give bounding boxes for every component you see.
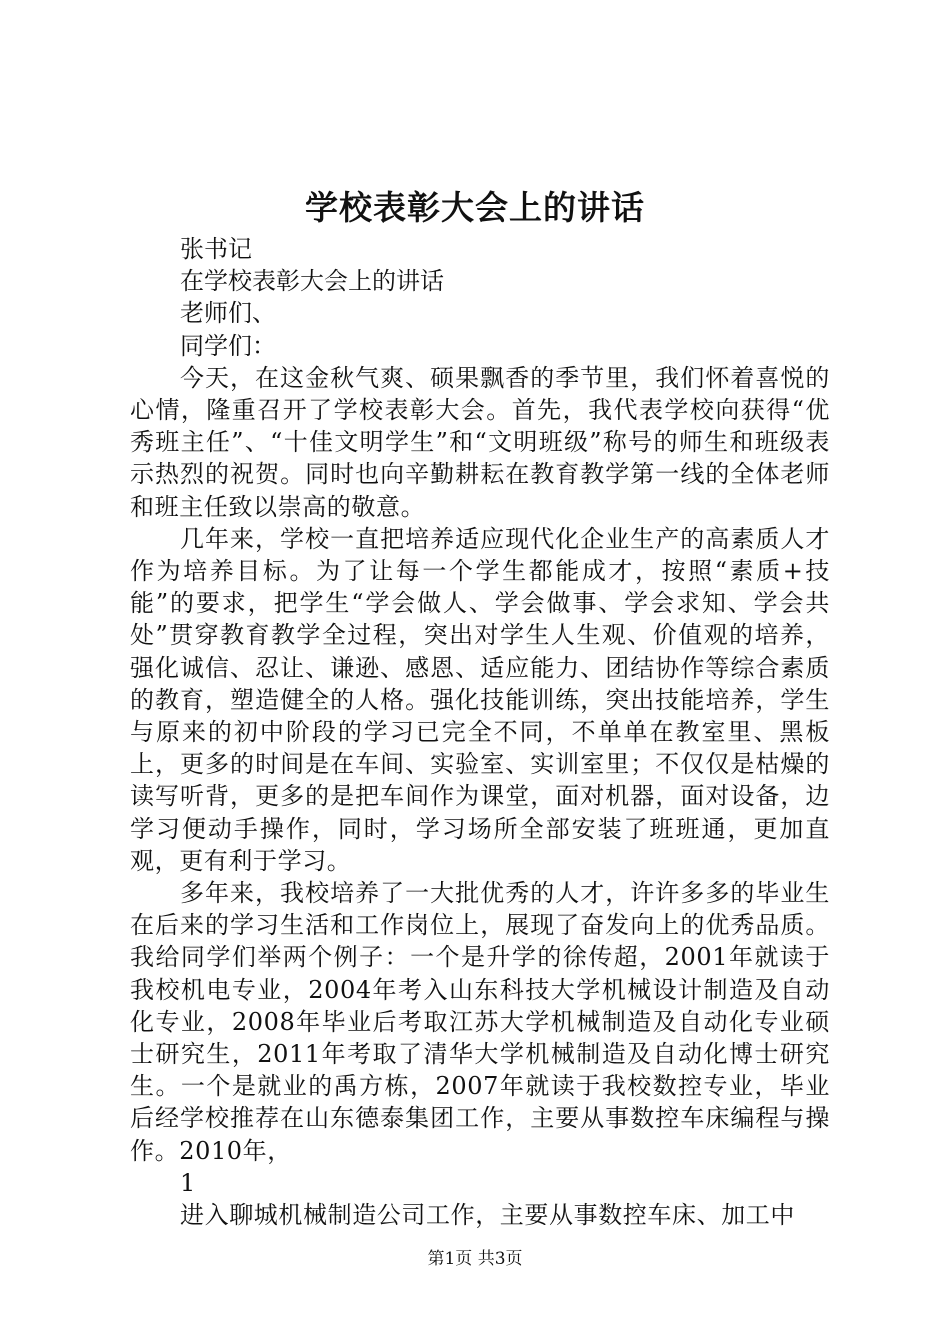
document-title: 学校表彰大会上的讲话 xyxy=(305,188,645,227)
greeting-teachers: 老师们、 xyxy=(180,299,276,328)
speaker-name: 张书记 xyxy=(180,235,252,263)
page-marker: 1 xyxy=(180,1168,196,1197)
greeting-students: 同学们： xyxy=(180,331,276,360)
paragraph-continued: 进入聊城机械制造公司工作，主要从事数控车床、加工中 xyxy=(180,1201,795,1230)
document-body xyxy=(130,233,830,1231)
paragraph-graduates: 多年来，我校培养了一大批优秀的人才，许许多多的毕业生在后来的学习生活和工作岗位上，展现了奋发向上的优秀品质。我给同学们举两个例子：一个是升学的徐传超，2001年就读于我校机电专业，2004年考入山东科技大学机械设计制造及自动化专业，2008年毕业后考取江苏大学机械制造及自动化专业硕士研究生，2011年考取了清华大学机械制造及自动化博士研究生。一个是就业的禹方栋，2007年就读于我校数控专业，毕业后经学校推荐在山东德泰集团工作，主要从事数控车床编程与操作。2010年， xyxy=(130,879,830,1165)
speech-subtitle: 在学校表彰大会上的讲话 xyxy=(180,267,444,296)
page-footer: 第1页 共3页 xyxy=(427,1249,523,1269)
paragraph-opening: 今天，在这金秋气爽、硕果飘香的季节里，我们怀着喜悦的心情，隆重召开了学校表彰大会。首先，我代表学校向获得“优秀班主任”、“十佳文明学生”和“文明班级”称号的师生和班级表示热烈的祝贺。同时也向辛勤耕耘在教育教学第一线的全体老师和班主任致以崇高的敬意。 xyxy=(130,363,830,521)
paragraph-training: 几年来，学校一直把培养适应现代化企业生产的高素质人才作为培养目标。为了让每一个学生都能成才，按照“素质+技能”的要求，把学生“学会做人、学会做事、学会求知、学会共处”贯穿教育教学全过程，突出对学生人生观、价值观的培养，强化诚信、忍让、谦逊、感恩、适应能力、团结协作等综合素质的教育，塑造健全的人格。强化技能训练，突出技能培养，学生与原来的初中阶段的学习已完全不同，不单单在教室里、黑板上，更多的时间是在车间、实验室、实训室里；不仅仅是枯燥的读写听背，更多的是把车间作为课堂，面对机器，面对设备，边学习便动手操作，同时，学习场所全部安装了班班通，更加直观，更有利于学习。 xyxy=(130,524,830,875)
